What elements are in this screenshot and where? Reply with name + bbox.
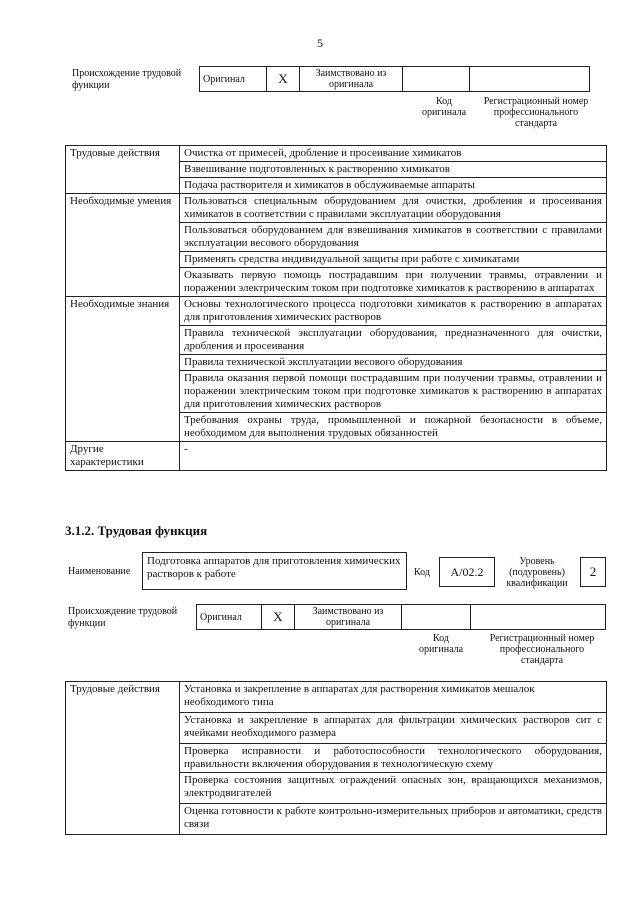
- table-cell: Взвешивание подготовленных к растворению химикатов: [180, 162, 607, 178]
- table-cell: Проверка состояния защитных ограждений опасных зон, вращающихся механизмов, электродвигателей: [180, 773, 607, 804]
- row-head: Необходимые умения: [66, 194, 180, 297]
- table-cell: Требования охраны труда, промышленной и пожарной безопасности в объеме, необходимом для выполнения трудовых обязанностей: [180, 413, 607, 442]
- origin-table: [199, 66, 590, 92]
- origin-table: [196, 604, 606, 630]
- borrowed-label: Заимствовано из оригинала: [295, 605, 402, 630]
- borrowed-label: Заимствовано из оригинала: [300, 67, 403, 92]
- original-mark: X: [262, 605, 295, 630]
- table-cell: Подача растворителя и химикатов в обслуживаемые аппараты: [180, 178, 607, 194]
- name-label: Наименование: [68, 566, 131, 577]
- original-mark: X: [267, 67, 300, 92]
- table-row: [66, 146, 607, 162]
- table-cell: Пользоваться оборудованием для взвешивания химикатов в соответствии с правилами эксплуатации весового оборудования: [180, 223, 607, 252]
- table-cell: Правила технической эксплуатации весового оборудования: [180, 355, 607, 371]
- table-cell: Установка и закрепление в аппаратах для фильтрации химических растворов сит с ячейками необходимого размера: [180, 713, 607, 744]
- table-cell: Основы технологического процесса подготовки химикатов к растворению в аппаратах для приготовления химических растворов: [180, 297, 607, 326]
- labor-function-table-1: [65, 145, 607, 471]
- code-original-cell: [402, 605, 471, 630]
- origin-label: Происхождение трудовой функции: [72, 68, 182, 91]
- origin-label: Происхождение трудовой функции: [68, 606, 178, 629]
- reg-number-caption: Регистрационный номер профессионального стандарта: [489, 633, 595, 666]
- level-value: 2: [580, 557, 606, 587]
- table-cell: Пользоваться специальным оборудованием для очистки, дробления и просеивания химикатов в соответствии с правилами эксплуатации оборудования: [180, 194, 607, 223]
- code-value: А/02.2: [439, 557, 495, 587]
- row-head: Другие характеристики: [66, 442, 180, 471]
- original-label: Оригинал: [197, 605, 262, 630]
- table-cell: Очистка от примесей, дробление и просеивание химикатов: [180, 146, 607, 162]
- table-cell: Правила технической эксплуатации оборудования, предназначенного для очистки, дробления и просеивания: [180, 326, 607, 355]
- table-cell: -: [180, 442, 607, 471]
- section-title: 3.1.2. Трудовая функция: [65, 523, 208, 538]
- table-cell: Проверка исправности и работоспособности технологического оборудования, правильности включения оборудования в технологическую схему: [180, 744, 607, 773]
- table-row: [66, 682, 607, 713]
- reg-number-cell: [470, 67, 590, 92]
- code-original-caption: Код оригинала: [418, 633, 464, 655]
- row-head: Трудовые действия: [66, 682, 180, 835]
- table-row: [66, 442, 607, 471]
- page-number: 5: [317, 36, 323, 50]
- table-row: [66, 297, 607, 326]
- row-head: Трудовые действия: [66, 146, 180, 194]
- table-cell: Оценка готовности к работе контрольно-измерительных приборов и автоматики, средств связи: [180, 804, 607, 835]
- code-label: Код: [414, 567, 430, 578]
- code-original-caption: Код оригинала: [421, 96, 467, 118]
- table-cell: Оказывать первую помощь пострадавшим при получении травмы, отравлении и поражении электрическим током при подготовке химикатов к растворению в аппаратах: [180, 268, 607, 297]
- table-cell: Применять средства индивидуальной защиты при работе с химикатами: [180, 252, 607, 268]
- table-row: [66, 194, 607, 223]
- row-head: Необходимые знания: [66, 297, 180, 442]
- labor-function-table-2: [65, 681, 607, 835]
- table-cell: Правила оказания первой помощи пострадавшим при получении травмы, отравлении и поражении электрическим током при подготовке химикатов к растворению в аппаратах для приготовления химических растворов: [180, 371, 607, 413]
- reg-number-caption: Регистрационный номер профессионального стандарта: [483, 96, 589, 129]
- name-value: Подготовка аппаратов для приготовления химических растворов к работе: [142, 552, 407, 590]
- reg-number-cell: [471, 605, 606, 630]
- table-cell: Установка и закрепление в аппаратах для растворения химикатов мешалок необходимого типа: [180, 682, 607, 713]
- level-label: Уровень (подуровень) квалификации: [506, 556, 568, 589]
- code-original-cell: [403, 67, 470, 92]
- original-label: Оригинал: [200, 67, 267, 92]
